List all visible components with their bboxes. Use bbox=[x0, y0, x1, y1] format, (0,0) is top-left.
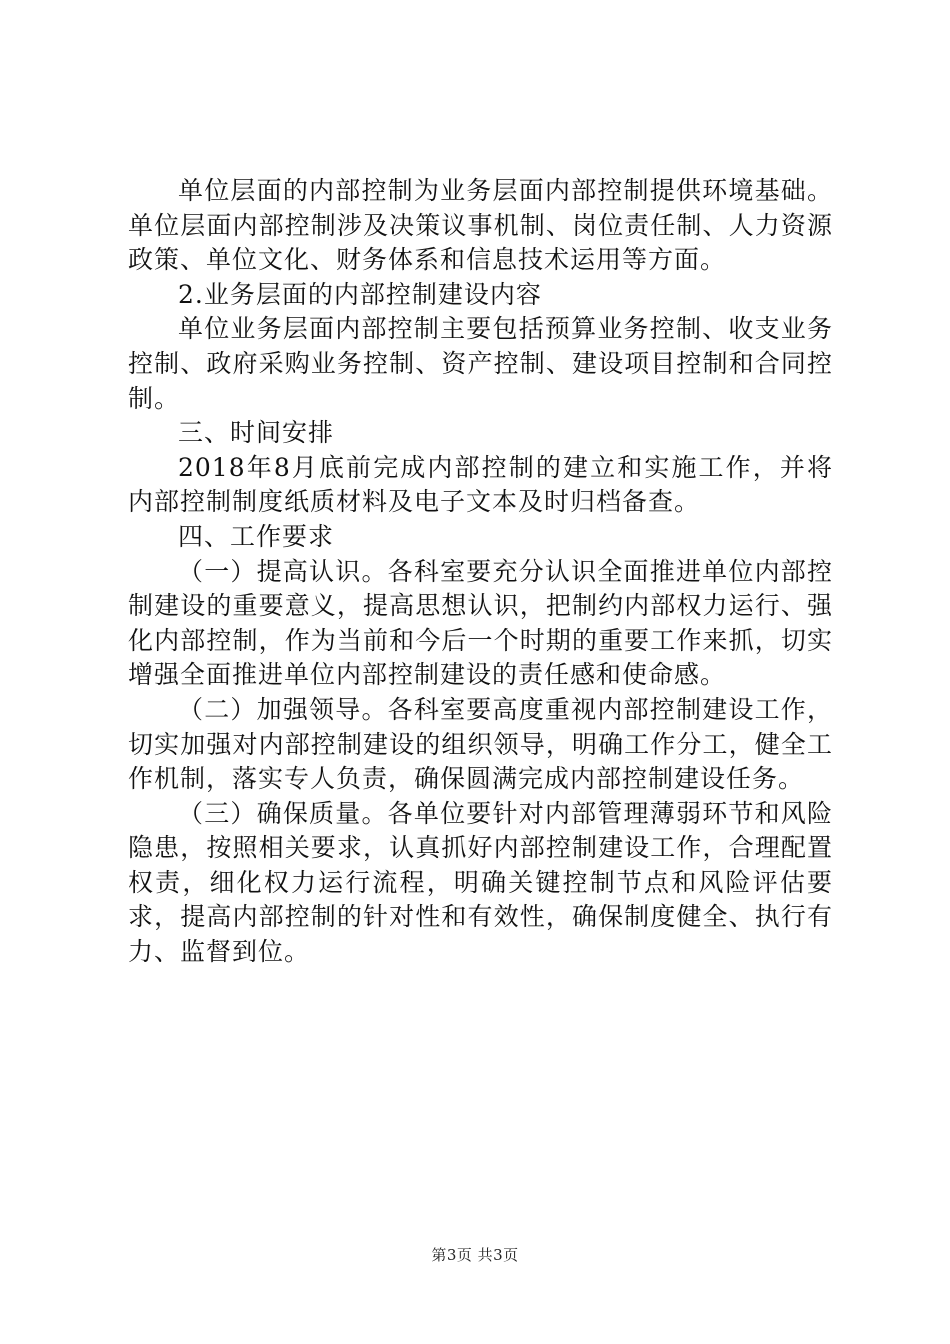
paragraph-requirement-quality: （三）确保质量。各单位要针对内部管理薄弱环节和风险隐患，按照相关要求，认真抓好内部控制建设工作，合理配置权责，细化权力运行流程，明确关键控制节点和风险评估要求，提高内部控制的针对性和有效性，确保制度健全、执行有力、监督到位。 bbox=[128, 798, 833, 967]
heading-business-level-content: 2.业务层面的内部控制建设内容 bbox=[178, 279, 542, 309]
paragraph-unit-level-control: 单位层面的内部控制为业务层面内部控制提供环境基础。单位层面内部控制涉及决策议事机制、岗位责任制、人力资源政策、单位文化、财务体系和信息技术运用等方面。 bbox=[128, 176, 833, 275]
paragraph-schedule: 2018年8月底前完成内部控制的建立和实施工作，并将内部控制制度纸质材料及电子文本及时归档备查。 bbox=[128, 452, 833, 517]
paragraph-business-level-control: 单位业务层面内部控制主要包括预算业务控制、收支业务控制、政府采购业务控制、资产控制、建设项目控制和合同控制。 bbox=[128, 314, 833, 413]
heading-schedule: 三、时间安排 bbox=[178, 418, 335, 448]
paragraph-requirement-awareness: （一）提高认识。各科室要充分认识全面推进单位内部控制建设的重要意义，提高思想认识，把制约内部权力运行、强化内部控制，作为当前和今后一个时期的重要工作来抓，切实增强全面推进单位内部控制建设的责任感和使命感。 bbox=[128, 556, 833, 690]
heading-work-requirements: 四、工作要求 bbox=[178, 521, 335, 551]
page-number-footer: 第3页 共3页 bbox=[431, 1246, 519, 1264]
document-body bbox=[128, 174, 833, 970]
paragraph-requirement-leadership: （二）加强领导。各科室要高度重视内部控制建设工作，切实加强对内部控制建设的组织领导，明确工作分工，健全工作机制，落实专人负责，确保圆满完成内部控制建设任务。 bbox=[128, 694, 833, 794]
